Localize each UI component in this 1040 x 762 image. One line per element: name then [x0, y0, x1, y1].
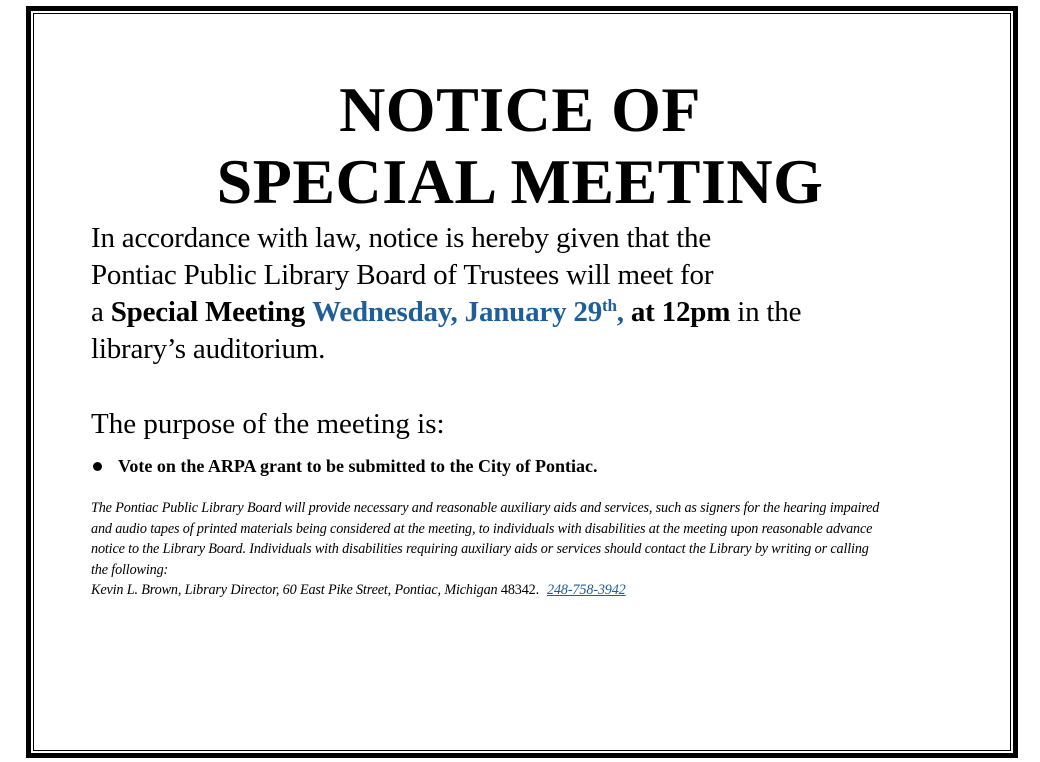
intro-line-2: Pontiac Public Library Board of Trustees will meet for [91, 259, 714, 291]
phone-link[interactable]: 248-758-3942 [547, 582, 626, 598]
purpose-heading: The purpose of the meeting is: [91, 408, 445, 440]
disclaimer-line-4: the following: [91, 561, 169, 578]
meeting-date-text: Wednesday, January 29 [312, 296, 603, 328]
notice-title-line2: SPECIAL MEETING [216, 146, 824, 217]
intro-paragraph [91, 220, 971, 368]
meeting-type: Special Meeting [110, 296, 306, 328]
contact-address: Kevin L. Brown, Library Director, 60 East Pike Street, Pontiac, Michigan [91, 582, 501, 598]
purpose-list-item [91, 454, 597, 478]
meeting-time: at 12pm [623, 296, 731, 328]
accessibility-disclaimer [91, 498, 961, 601]
intro-line-3 [91, 294, 971, 331]
notice-title-line1: NOTICE OF [339, 74, 701, 145]
disclaimer-line-3: notice to the Library Board. Individuals with disabilities requiring auxiliary aids or services should contact the Library by writing or calling [91, 541, 869, 557]
disclaimer-line-1: The Pontiac Public Library Board will provide necessary and reasonable auxiliary aids and services, such as signers for the hearing impaired [91, 500, 880, 516]
contact-zip: 48342. [500, 582, 540, 598]
disclaimer-line-2: and audio tapes of printed materials being considered at the meeting, to individuals with disabilities at the meeting upon reasonable advance [91, 520, 873, 537]
meeting-date-comma: , [616, 296, 624, 328]
purpose-item-text: Vote on the ARPA grant to be submitted to the City of Pontiac. [118, 456, 598, 476]
intro-line-1: In accordance with law, notice is hereby given that the [91, 222, 712, 254]
intro-line-3-prefix: a [91, 296, 111, 328]
meeting-date-ordinal: th [602, 296, 617, 315]
intro-line-4: library’s auditorium. [91, 333, 326, 365]
contact-line [91, 580, 961, 601]
bullet-icon [93, 462, 102, 471]
meeting-date [312, 296, 624, 328]
intro-line-3-suffix: in the [730, 296, 802, 328]
